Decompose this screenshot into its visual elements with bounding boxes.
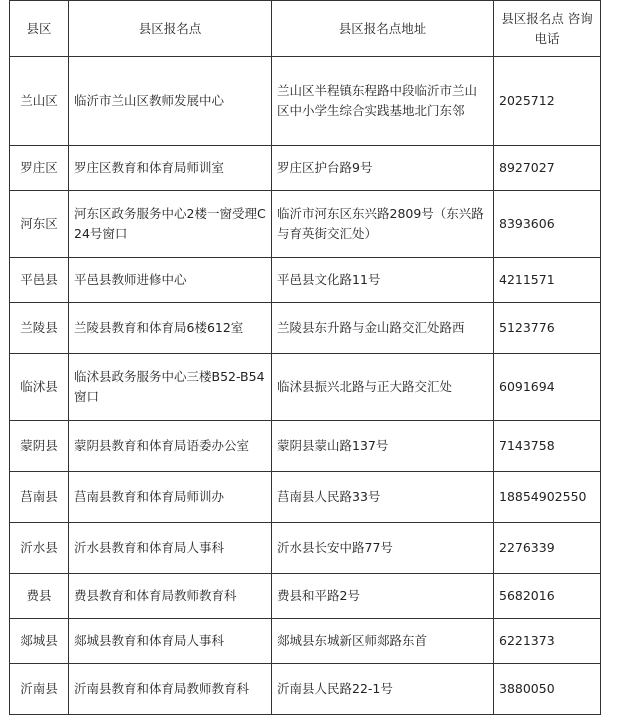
cell-phone: 3880050	[494, 664, 601, 715]
cell-site: 罗庄区教育和体育局师训室	[69, 146, 272, 191]
cell-address: 费县和平路2号	[272, 574, 494, 619]
cell-county: 沂水县	[10, 523, 69, 574]
cell-phone: 4211571	[494, 258, 601, 303]
cell-county: 平邑县	[10, 258, 69, 303]
cell-site: 蒙阴县教育和体育局语委办公室	[69, 421, 272, 472]
cell-phone: 8927027	[494, 146, 601, 191]
table-row	[10, 57, 601, 146]
cell-county: 罗庄区	[10, 146, 69, 191]
cell-site: 临沭县政务服务中心三楼B52-B54窗口	[69, 354, 272, 421]
registration-sites-table	[9, 0, 601, 715]
cell-county: 沂南县	[10, 664, 69, 715]
cell-phone: 8393606	[494, 191, 601, 258]
table-row	[10, 472, 601, 523]
cell-address: 沂南县人民路22-1号	[272, 664, 494, 715]
cell-address: 临沂市河东区东兴路2809号（东兴路与育英街交汇处）	[272, 191, 494, 258]
table-row	[10, 191, 601, 258]
cell-address: 兰陵县东升路与金山路交汇处路西	[272, 303, 494, 354]
cell-phone: 2276339	[494, 523, 601, 574]
cell-site: 临沂市兰山区教师发展中心	[69, 57, 272, 146]
cell-site: 沂水县教育和体育局人事科	[69, 523, 272, 574]
cell-county: 兰山区	[10, 57, 69, 146]
cell-phone: 5123776	[494, 303, 601, 354]
cell-site: 费县教育和体育局教师教育科	[69, 574, 272, 619]
cell-phone: 7143758	[494, 421, 601, 472]
cell-phone: 5682016	[494, 574, 601, 619]
table-row	[10, 258, 601, 303]
cell-county: 费县	[10, 574, 69, 619]
cell-site: 兰陵县教育和体育局6楼612室	[69, 303, 272, 354]
table-row	[10, 619, 601, 664]
table-row	[10, 574, 601, 619]
cell-address: 临沭县振兴北路与正大路交汇处	[272, 354, 494, 421]
cell-site: 平邑县教师进修中心	[69, 258, 272, 303]
table-row	[10, 146, 601, 191]
cell-address: 莒南县人民路33号	[272, 472, 494, 523]
cell-phone: 18854902550	[494, 472, 601, 523]
header-site: 县区报名点	[69, 1, 272, 57]
cell-county: 兰陵县	[10, 303, 69, 354]
table-row	[10, 354, 601, 421]
header-county: 县区	[10, 1, 69, 57]
cell-address: 蒙阴县蒙山路137号	[272, 421, 494, 472]
cell-address: 郯城县东城新区师郯路东首	[272, 619, 494, 664]
cell-phone: 6221373	[494, 619, 601, 664]
cell-site: 沂南县教育和体育局教师教育科	[69, 664, 272, 715]
header-phone: 县区报名点 咨询电话	[494, 1, 601, 57]
cell-address: 沂水县长安中路77号	[272, 523, 494, 574]
cell-county: 莒南县	[10, 472, 69, 523]
table-row	[10, 523, 601, 574]
cell-address: 平邑县文化路11号	[272, 258, 494, 303]
cell-county: 临沭县	[10, 354, 69, 421]
table-row	[10, 421, 601, 472]
cell-phone: 2025712	[494, 57, 601, 146]
table-row	[10, 303, 601, 354]
cell-site: 河东区政务服务中心2楼一窗受理C24号窗口	[69, 191, 272, 258]
cell-county: 郯城县	[10, 619, 69, 664]
cell-phone: 6091694	[494, 354, 601, 421]
cell-site: 郯城县教育和体育局人事科	[69, 619, 272, 664]
cell-county: 河东区	[10, 191, 69, 258]
cell-address: 罗庄区护台路9号	[272, 146, 494, 191]
cell-county: 蒙阴县	[10, 421, 69, 472]
header-address: 县区报名点地址	[272, 1, 494, 57]
table-header-row	[10, 1, 601, 57]
cell-site: 莒南县教育和体育局师训办	[69, 472, 272, 523]
cell-address: 兰山区半程镇东程路中段临沂市兰山区中小学生综合实践基地北门东邻	[272, 57, 494, 146]
table-row	[10, 664, 601, 715]
